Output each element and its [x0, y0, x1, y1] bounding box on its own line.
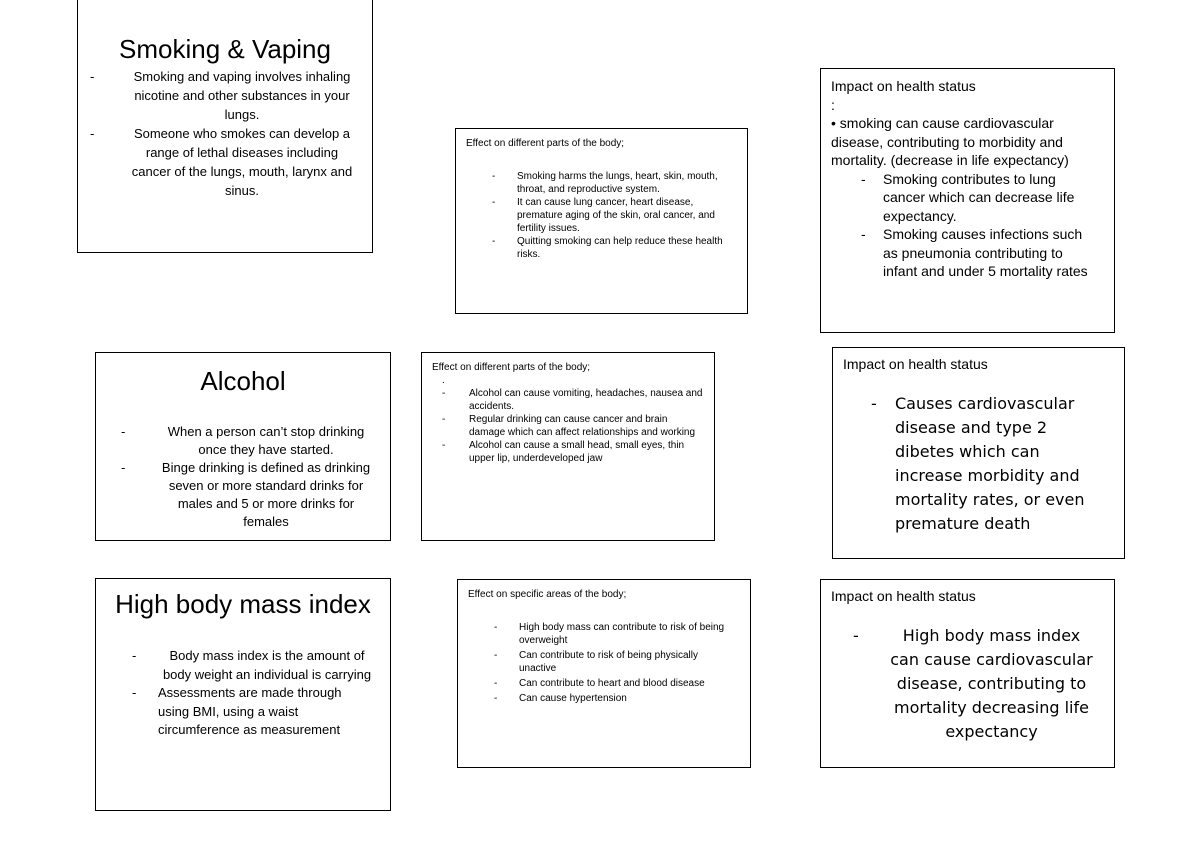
bmi-effect-card — [457, 579, 751, 768]
smoking-card — [77, 0, 373, 253]
bmi-points — [158, 647, 376, 740]
bmi-card — [95, 578, 391, 811]
alcohol-effect-card — [421, 352, 715, 541]
smoking-effect-point: - Smoking harms the lungs, heart, skin, mouth, throat, and reproductive system. — [517, 170, 737, 196]
smoking-impact-colon: : — [831, 96, 835, 113]
alcohol-effect-dot: . — [442, 375, 445, 386]
bmi-impact-point: - High body mass index can cause cardiovascular disease, contributing to mortality decreasing life expectancy — [889, 624, 1094, 744]
smoking-point: - Smoking and vaping involves inhaling nicotine and other substances in your lungs. — [130, 67, 354, 124]
alcohol-effect-heading: Effect on different parts of the body; — [432, 362, 591, 373]
bmi-effect-points — [519, 621, 736, 705]
smoking-impact-point: - Smoking contributes to lung cancer which can decrease life expectancy. — [883, 170, 1096, 226]
alcohol-impact-points — [895, 392, 1104, 536]
bmi-title: High body mass index — [115, 589, 371, 619]
bmi-impact-heading: Impact on health status — [831, 588, 976, 604]
smoking-title: Smoking & Vaping — [119, 34, 331, 64]
alcohol-effect-point: - Alcohol can cause a small head, small eyes, thin upper lip, underdeveloped jaw — [469, 439, 704, 465]
smoking-effect-points — [517, 170, 737, 261]
smoking-impact-point: - Smoking causes infections such as pneumonia contributing to infant and under 5 mortality rates — [883, 225, 1096, 281]
bmi-effect-point: - Can cause hypertension — [519, 692, 736, 705]
bmi-effect-point: - High body mass can contribute to risk of being overweight — [519, 621, 736, 647]
alcohol-card — [95, 352, 391, 541]
bmi-point: - Assessments are made through using BMI, using a waist circumference as measurement — [158, 684, 376, 740]
bmi-effect-point: - Can contribute to risk of being physically unactive — [519, 649, 736, 675]
alcohol-point: - When a person can’t stop drinking once they have started. — [154, 423, 378, 459]
alcohol-effect-point: - Alcohol can cause vomiting, headaches, nausea and accidents. — [469, 387, 704, 413]
smoking-effect-point: - It can cause lung cancer, heart disease, premature aging of the skin, oral cancer, and fertility issues. — [517, 196, 737, 235]
alcohol-effect-point: - Regular drinking can cause cancer and brain damage which can affect relationships and working — [469, 413, 704, 439]
bmi-point: - Body mass index is the amount of body weight an individual is carrying — [158, 647, 376, 684]
alcohol-points — [154, 423, 378, 531]
bmi-effect-heading: Effect on specific areas of the body; — [468, 589, 627, 600]
smoking-effect-card — [455, 128, 748, 314]
smoking-impact-bullet: • smoking can cause cardiovascular disease, contributing to morbidity and mortality. (decrease in life expectancy) — [831, 115, 1069, 168]
bmi-impact-card — [820, 579, 1115, 768]
smoking-impact-points — [883, 170, 1096, 281]
alcohol-impact-heading: Impact on health status — [843, 356, 988, 372]
alcohol-impact-point: - Causes cardiovascular disease and type 2 dibetes which can increase morbidity and mortality rates, or even premature death — [895, 392, 1104, 536]
smoking-impact-heading: Impact on health status — [831, 78, 976, 94]
smoking-point: - Someone who smokes can develop a range of lethal diseases including cancer of the lungs, mouth, larynx and sinus. — [130, 124, 354, 200]
smoking-points — [130, 67, 354, 200]
alcohol-title: Alcohol — [200, 366, 286, 396]
bmi-impact-points — [889, 624, 1094, 744]
alcohol-point: - Binge drinking is defined as drinking seven or more standard drinks for males and 5 or more drinks for females — [154, 459, 378, 531]
bmi-effect-point: - Can contribute to heart and blood disease — [519, 677, 736, 690]
smoking-effect-heading: Effect on different parts of the body; — [466, 138, 625, 149]
smoking-impact-card — [820, 68, 1115, 333]
alcohol-impact-card — [832, 347, 1125, 559]
alcohol-effect-points — [469, 387, 704, 465]
smoking-effect-point: - Quitting smoking can help reduce these health risks. — [517, 235, 737, 261]
